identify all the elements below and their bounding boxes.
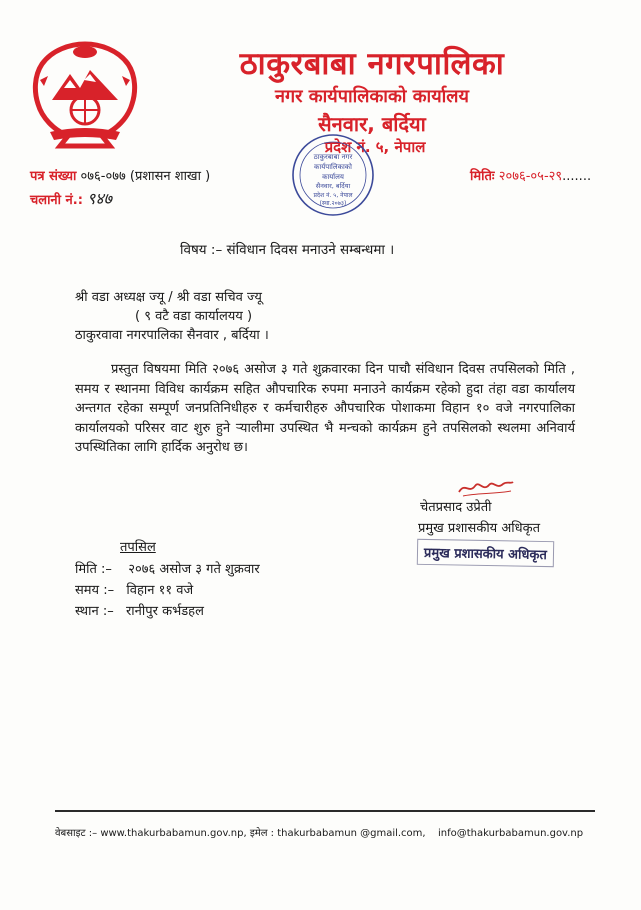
signatory-name: चेतप्रसाद उप्रेती [420, 500, 492, 515]
schedule-time-label: समय :– [75, 583, 115, 598]
svg-text:ठाकुरबाबा नगर [314, 153, 353, 161]
reference-number [30, 166, 210, 184]
email-link-1[interactable]: thakurbabamun @gmail.com, [277, 828, 426, 839]
svg-text:सैनवार, बर्दिया [316, 182, 351, 190]
handwritten-signature-icon [455, 476, 515, 498]
stamp-line-5: प्रदेश नं. ५, नेपाल [313, 192, 353, 199]
date-value: २०७६-०५-२९ [498, 169, 563, 184]
org-city: सैनवार, बर्दिया [318, 112, 426, 136]
addressee-line-1: श्री वडा अध्यक्ष ज्यू / श्री वडा सचिव ज्यू [75, 290, 262, 305]
email-link-2[interactable]: info@thakurbabamun.gov.np [437, 828, 584, 839]
svg-text:कार्यपालिकाको [314, 162, 352, 171]
chalani-value: ९४७ [87, 189, 113, 208]
stamp-line-6: (स्था.२०७३) [319, 200, 347, 207]
svg-text:(स्था.२०७३) [320, 200, 347, 207]
subject-line: विषय :– संविधान दिवस मनाउने सम्बन्धमा । [180, 242, 395, 258]
nepal-emblem-icon [30, 40, 140, 152]
schedule-date-label: मिति :– [75, 562, 112, 577]
schedule-place-row [75, 601, 204, 619]
signatory-title: प्रमुख प्रशासकीय अधिकृत [418, 521, 541, 536]
svg-text:कार्यालय [322, 172, 345, 181]
schedule-place-label: स्थान :– [75, 604, 114, 619]
office-seal-stamp [290, 132, 376, 218]
body-paragraph [75, 360, 575, 458]
stamp-line-4: सैनवार, बर्दिया [315, 182, 351, 190]
addressee-line-3: ठाकुरवावा नगरपालिका सैनवार , बर्दिया । [75, 328, 269, 343]
schedule-date-row [75, 559, 260, 577]
schedule-place-value: रानीपुर कर्भडहल [125, 604, 204, 619]
footer-divider [55, 810, 595, 812]
website-link[interactable]: www.thakurbabamun.gov.np, [100, 828, 247, 839]
schedule-date-value: २०७६ असोज ३ गते शुक्रवार [128, 562, 260, 577]
date-label: मितिः [470, 169, 495, 184]
signatory-stamp: प्रमुख प्रशासकीय अधिकृत [417, 539, 554, 567]
ref-value: ०७६-०७७ (प्रशासन शाखा ) [80, 169, 211, 184]
email-label: इमेल : [249, 828, 275, 839]
footer-contact [55, 825, 615, 839]
letter-date: मितिः २०७६-०५-२९....... [470, 169, 592, 184]
addressee-line-2: ( ९ वटै वडा कार्यालयय ) [135, 309, 253, 324]
stamp-line-1: ठाकुरबाबा नगर [313, 153, 353, 161]
stamp-line-2: कार्यपालिकाको [314, 163, 352, 171]
ref-label: पत्र संख्या [30, 169, 77, 184]
org-name: ठाकुरबाबा नगरपालिका [239, 46, 505, 82]
body-text: प्रस्तुत विषयमा मिति २०७६ असोज ३ गते शुक्रवारका दिन पाचौ संविधान दिवस तपसिलको मिति , समय र स्थानमा विविध कार्यक्रम सहित औपचारिक रुपमा मनाउने कार्यक्रम रहेको हुदा तंहा वडा कार्यालय अन्तगत रहेका सम्पूर्ण जनप्रतिनिधीहरु र कर्मचारीहरु औपचारिक पोशाकमा विहान १० वजे नगरपालिका कार्यालयको परिसर वाट शुरु हुने र्‍यालीमा उपस्थित भै मन्चको कार्यक्रम हुने तपसिलको स्थलमा अनिवार्य उपस्थितिका लागि हार्दिक अनुरोध छ। [75, 362, 575, 455]
svg-text:प्रदेश नं. ५, नेपाल [313, 191, 353, 199]
schedule-time-row [75, 580, 193, 598]
chalani-label: चलानी नं.: [30, 193, 83, 208]
website-label: वेबसाइट :– [55, 828, 98, 839]
org-province: प्रदेश नं. ५, नेपाल [324, 138, 426, 156]
stamp-line-3: कार्यालय [322, 173, 344, 181]
schedule-time-value: विहान ११ वजे [126, 583, 194, 598]
chalani-number [30, 187, 112, 209]
org-subtitle: नगर कार्यपालिकाको कार्यालय [275, 86, 469, 107]
schedule-heading: तपसिल [120, 540, 156, 555]
